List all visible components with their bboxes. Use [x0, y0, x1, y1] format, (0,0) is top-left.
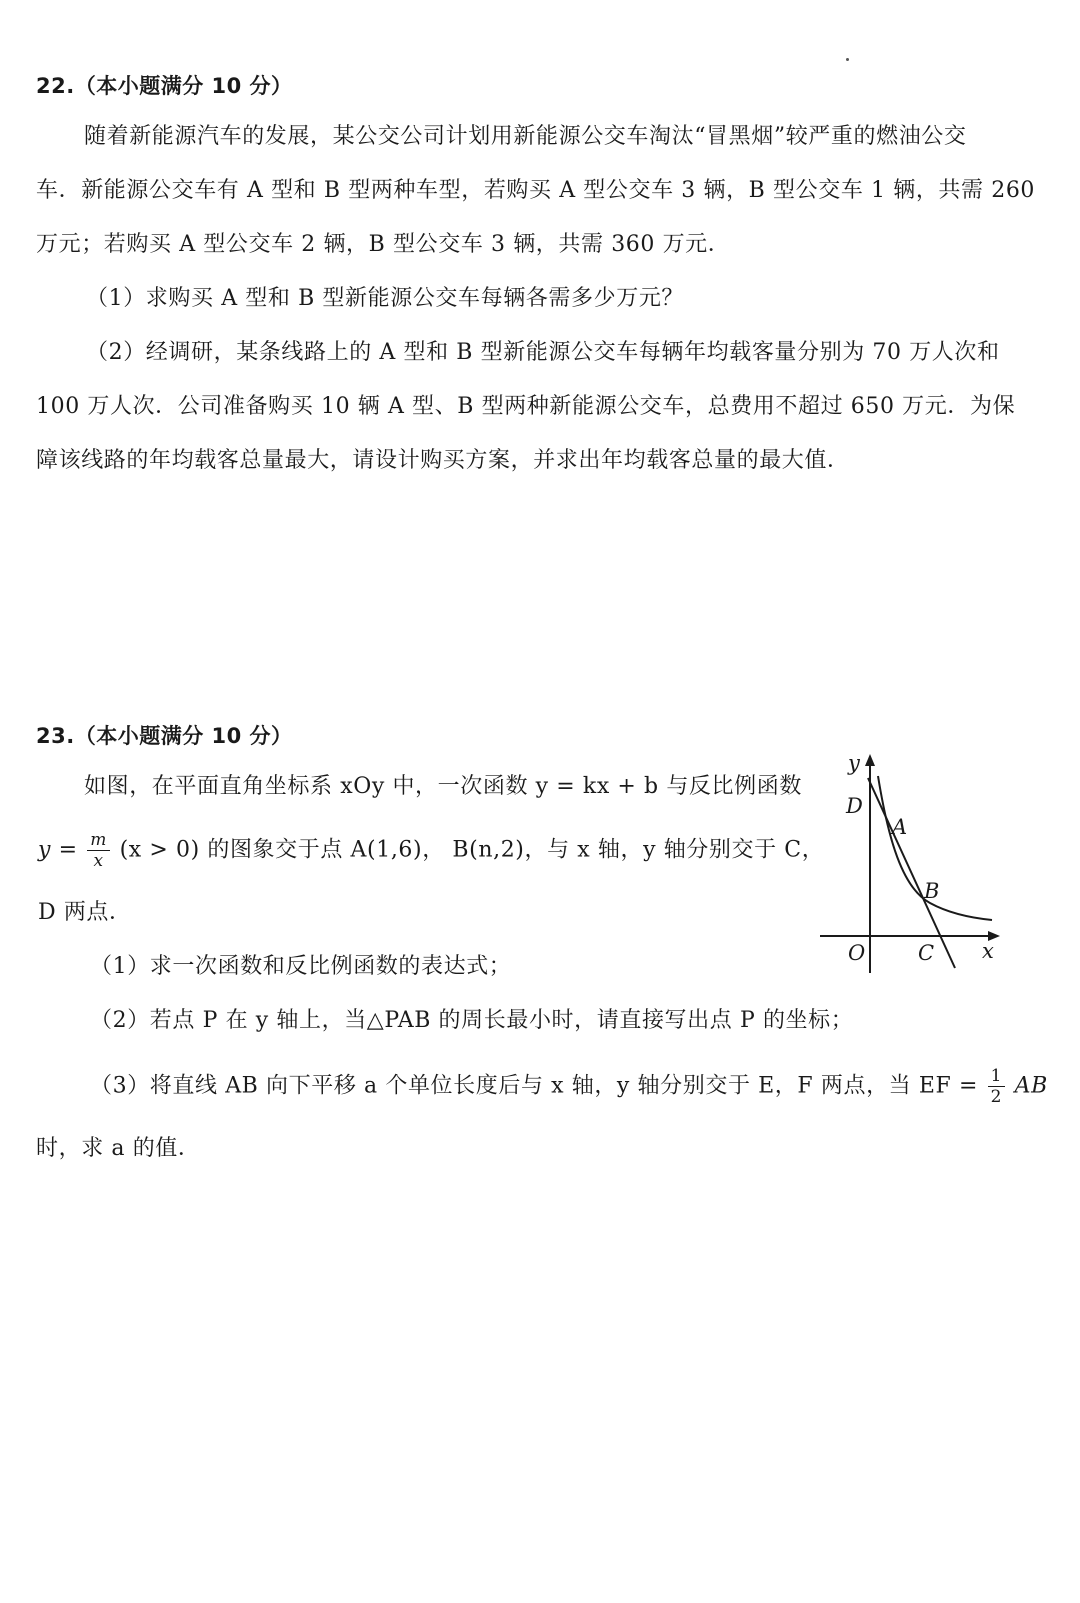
fraction-numerator: m [87, 830, 110, 851]
fraction-denominator: x [93, 851, 104, 871]
q23-subquestion-3-line-1 [90, 1066, 1048, 1107]
q23-subquestion-2: （2）若点 P 在 y 轴上，当△PAB 的周长最小时，请直接写出点 P 的坐标； [90, 1008, 854, 1033]
q23-subquestion-1: （1）求一次函数和反比例函数的表达式； [90, 954, 512, 979]
q22-paragraph-line-1: 随着新能源汽车的发展，某公交公司计划用新能源公交车淘汰“冒黑烟”较严重的燃油公交 [84, 124, 967, 149]
line-ab [868, 778, 955, 968]
label-b: B [924, 879, 940, 903]
label-x: x [982, 939, 994, 963]
label-o: O [848, 941, 866, 965]
q23-paragraph-line-3: D 两点． [38, 900, 132, 925]
fraction-denominator: 2 [990, 1087, 1003, 1107]
scan-speck [846, 58, 849, 61]
q22-heading: 22.（本小题满分 10 分） [36, 74, 293, 98]
q23-paragraph-line-1: 如图，在平面直角坐标系 xOy 中，一次函数 y = kx + b 与反比例函数 [84, 774, 802, 799]
segment-ab: AB [1014, 1073, 1048, 1099]
y-axis-arrow [865, 754, 875, 766]
q23-paragraph-line-2 [38, 830, 824, 871]
function-y-eq: y = [38, 837, 78, 863]
q22-subquestion-2-line-2: 100 万人次．公司准备购买 10 辆 A 型、B 型两种新能源公交车，总费用不超过 650 万元．为保 [36, 394, 1016, 419]
label-d: D [846, 794, 863, 818]
coordinate-figure [810, 748, 1010, 978]
fraction-numerator: 1 [988, 1066, 1005, 1087]
fraction-one-half [988, 1066, 1005, 1107]
fraction-m-over-x [87, 830, 110, 871]
q22-paragraph-line-3: 万元；若购买 A 型公交车 2 辆，B 型公交车 3 辆，共需 360 万元． [36, 232, 731, 257]
q23-subquestion-3-text: （3）将直线 AB 向下平移 a 个单位长度后与 x 轴，y 轴分别交于 E，F 两点，当 EF = [90, 1073, 979, 1099]
q23-heading: 23.（本小题满分 10 分） [36, 724, 293, 748]
label-a: A [892, 815, 908, 839]
q22-subquestion-2-line-1: （2）经调研，某条线路上的 A 型和 B 型新能源公交车每辆年均载客量分别为 70 万人次和 [86, 340, 1000, 365]
function-domain-and-points: (x > 0) 的图象交于点 A(1,6)， B(n,2)，与 x 轴，y 轴分别交于 C， [119, 837, 825, 863]
q22-subquestion-1: （1）求购买 A 型和 B 型新能源公交车每辆各需多少万元？ [86, 286, 685, 311]
label-y: y [848, 751, 860, 775]
q22-subquestion-2-line-3: 障该线路的年均载客总量最大，请设计购买方案，并求出年均载客总量的最大值． [36, 448, 850, 473]
q22-paragraph-line-2: 车．新能源公交车有 A 型和 B 型两种车型，若购买 A 型公交车 3 辆，B 型公交车 1 辆，共需 260 [36, 178, 1036, 203]
q23-subquestion-3-line-2: 时，求 a 的值． [36, 1136, 201, 1161]
label-c: C [918, 941, 935, 965]
